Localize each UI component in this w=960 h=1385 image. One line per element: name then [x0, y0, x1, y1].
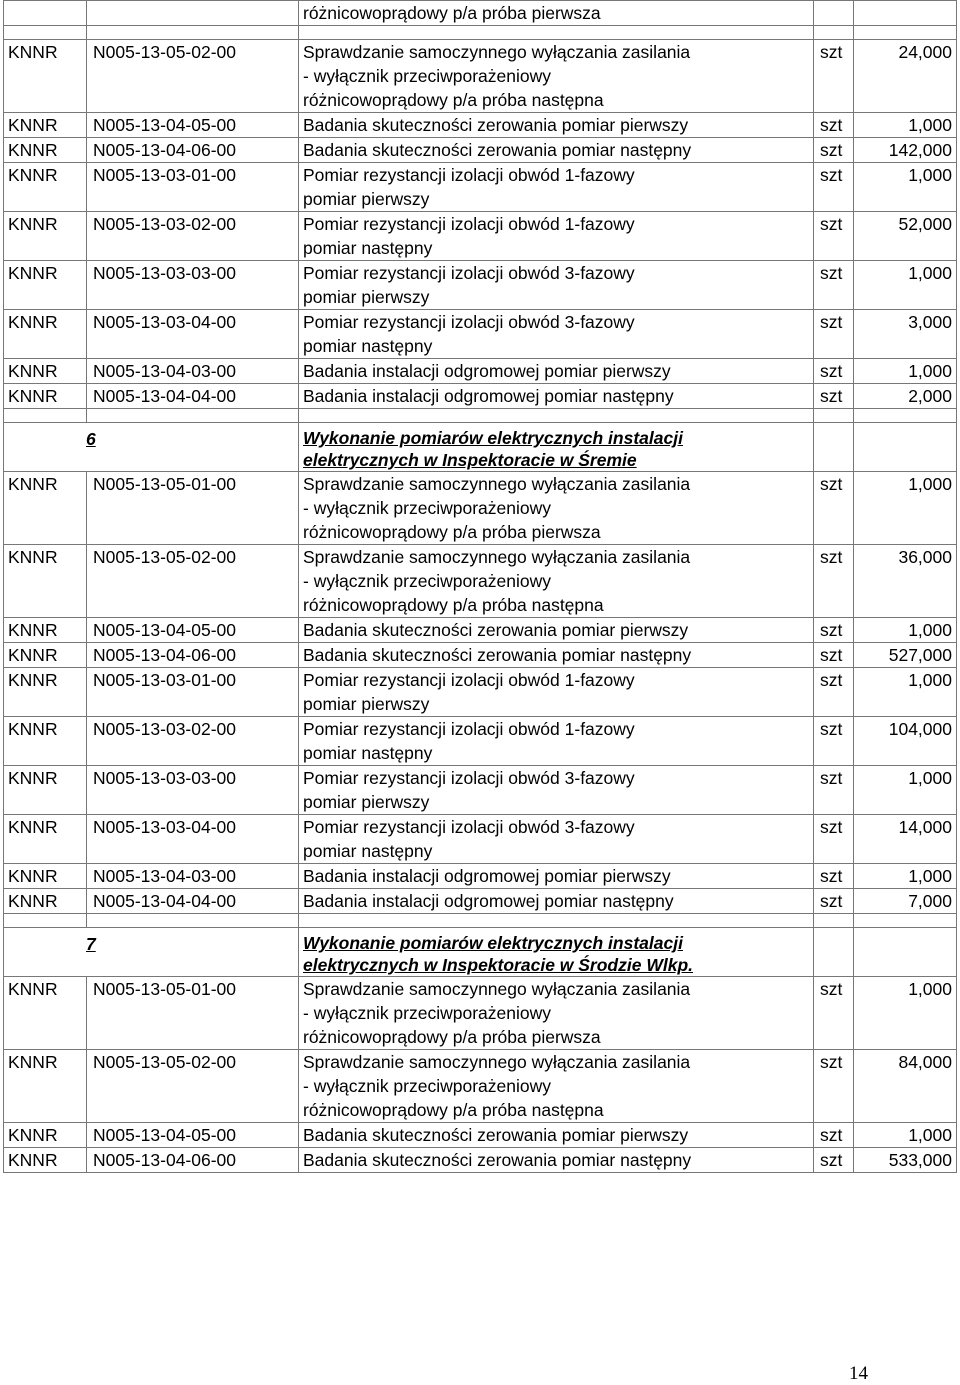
unit-cell: szt — [814, 815, 854, 864]
position-code: N005-13-04-06-00 — [87, 138, 299, 163]
catalog-source: KNNR — [4, 977, 87, 1050]
description-line: Badania instalacji odgromowej pomiar następny — [303, 386, 674, 406]
catalog-source: KNNR — [4, 261, 87, 310]
catalog-source: KNNR — [4, 40, 87, 113]
catalog-source: KNNR — [4, 864, 87, 889]
description-line: Sprawdzanie samoczynnego wyłączania zasilania — [303, 42, 691, 62]
description-cell — [299, 212, 814, 261]
position-code: N005-13-05-02-00 — [87, 1050, 299, 1123]
position-code: N005-13-05-02-00 — [87, 40, 299, 113]
description-line: Wykonanie pomiarów elektrycznych instalacji — [303, 933, 683, 953]
empty-cell — [814, 423, 854, 472]
quantity-cell: 1,000 — [854, 163, 957, 212]
description-line: Badania skuteczności zerowania pomiar następny — [303, 645, 692, 665]
description-line: Pomiar rezystancji izolacji obwód 1-fazowy — [303, 214, 635, 234]
table-row — [4, 212, 957, 261]
table-row — [4, 310, 957, 359]
description-line: Badania skuteczności zerowania pomiar pierwszy — [303, 1125, 689, 1145]
catalog-source: KNNR — [4, 815, 87, 864]
page-number: 14 — [849, 1363, 868, 1384]
catalog-source: KNNR — [4, 1123, 87, 1148]
quantity-cell: 1,000 — [854, 1123, 957, 1148]
section-header-row — [4, 423, 957, 472]
description-line: Pomiar rezystancji izolacji obwód 3-fazowy — [303, 263, 635, 283]
description-line: pomiar pierwszy — [303, 792, 430, 812]
empty-cell — [4, 26, 87, 40]
empty-cell — [87, 914, 299, 928]
unit-cell: szt — [814, 163, 854, 212]
position-code: N005-13-03-03-00 — [87, 261, 299, 310]
table-row — [4, 138, 957, 163]
quantity-cell: 36,000 — [854, 545, 957, 618]
position-code: N005-13-04-05-00 — [87, 1123, 299, 1148]
position-code: N005-13-05-01-00 — [87, 472, 299, 545]
description-line: pomiar następny — [303, 743, 433, 763]
catalog-source: KNNR — [4, 1050, 87, 1123]
description-line: Wykonanie pomiarów elektrycznych instalacji — [303, 428, 683, 448]
unit-cell: szt — [814, 717, 854, 766]
table-row — [4, 977, 957, 1050]
description-line: Sprawdzanie samoczynnego wyłączania zasilania — [303, 474, 691, 494]
description-line: pomiar pierwszy — [303, 694, 430, 714]
empty-cell — [854, 26, 957, 40]
description-cell — [299, 1148, 814, 1173]
description-line: Pomiar rezystancji izolacji obwód 1-fazowy — [303, 670, 635, 690]
description-line: pomiar pierwszy — [303, 189, 430, 209]
empty-cell — [4, 1, 87, 26]
quantity-cell: 1,000 — [854, 864, 957, 889]
catalog-source: KNNR — [4, 138, 87, 163]
quantity-cell: 1,000 — [854, 113, 957, 138]
unit-cell: szt — [814, 889, 854, 914]
description-line: Badania instalacji odgromowej pomiar następny — [303, 891, 674, 911]
table-row — [4, 472, 957, 545]
section-number: 7 — [4, 928, 299, 977]
description-line: różnicowoprądowy p/a próba następna — [303, 90, 604, 110]
quantity-cell: 1,000 — [854, 977, 957, 1050]
description-line: różnicowoprądowy p/a próba następna — [303, 1100, 604, 1120]
quantity-cell: 527,000 — [854, 643, 957, 668]
catalog-source: KNNR — [4, 618, 87, 643]
quantity-cell: 1,000 — [854, 261, 957, 310]
table-row — [4, 618, 957, 643]
quantity-cell: 533,000 — [854, 1148, 957, 1173]
description-line: - wyłącznik przeciwporażeniowy — [303, 66, 551, 86]
description-line: Pomiar rezystancji izolacji obwód 1-fazowy — [303, 719, 635, 739]
description-cell — [299, 889, 814, 914]
catalog-source: KNNR — [4, 668, 87, 717]
description-line: Badania instalacji odgromowej pomiar pierwszy — [303, 866, 671, 886]
catalog-source: KNNR — [4, 113, 87, 138]
description-cell — [299, 717, 814, 766]
continuation-row — [4, 1, 957, 26]
quantity-cell: 24,000 — [854, 40, 957, 113]
description-line: Badania skuteczności zerowania pomiar pierwszy — [303, 620, 689, 640]
position-code: N005-13-03-04-00 — [87, 310, 299, 359]
quantity-cell: 1,000 — [854, 766, 957, 815]
catalog-source: KNNR — [4, 310, 87, 359]
description-line: Sprawdzanie samoczynnego wyłączania zasilania — [303, 547, 691, 567]
empty-cell — [854, 1, 957, 26]
empty-cell — [4, 914, 87, 928]
description-cell — [299, 618, 814, 643]
empty-cell — [854, 928, 957, 977]
quantity-cell: 7,000 — [854, 889, 957, 914]
table-row — [4, 113, 957, 138]
description-line: Sprawdzanie samoczynnego wyłączania zasilania — [303, 979, 691, 999]
empty-cell — [814, 1, 854, 26]
catalog-source: KNNR — [4, 717, 87, 766]
table-row — [4, 545, 957, 618]
cost-estimate-table — [3, 0, 957, 1173]
quantity-cell: 1,000 — [854, 668, 957, 717]
position-code: N005-13-03-02-00 — [87, 212, 299, 261]
unit-cell: szt — [814, 212, 854, 261]
empty-cell — [854, 914, 957, 928]
unit-cell: szt — [814, 618, 854, 643]
description-cell — [299, 1050, 814, 1123]
unit-cell: szt — [814, 359, 854, 384]
catalog-source: KNNR — [4, 472, 87, 545]
position-code: N005-13-03-01-00 — [87, 668, 299, 717]
table-row — [4, 1123, 957, 1148]
position-code: N005-13-04-04-00 — [87, 889, 299, 914]
position-code: N005-13-03-01-00 — [87, 163, 299, 212]
catalog-source: KNNR — [4, 163, 87, 212]
table-row — [4, 668, 957, 717]
description-line: różnicowoprądowy p/a próba pierwsza — [303, 522, 601, 542]
catalog-source: KNNR — [4, 889, 87, 914]
unit-cell: szt — [814, 766, 854, 815]
table-row — [4, 1148, 957, 1173]
description-cell — [299, 815, 814, 864]
empty-cell — [87, 26, 299, 40]
quantity-cell: 1,000 — [854, 472, 957, 545]
position-code: N005-13-04-05-00 — [87, 113, 299, 138]
empty-cell — [4, 409, 87, 423]
description-cell — [299, 668, 814, 717]
cost-estimate-body — [4, 1, 957, 1173]
description-line: Badania skuteczności zerowania pomiar pierwszy — [303, 115, 689, 135]
description-cell — [299, 163, 814, 212]
description-cell — [299, 113, 814, 138]
table-row — [4, 643, 957, 668]
unit-cell: szt — [814, 545, 854, 618]
quantity-cell: 142,000 — [854, 138, 957, 163]
empty-cell — [854, 423, 957, 472]
unit-cell: szt — [814, 864, 854, 889]
description-cell — [299, 138, 814, 163]
table-row — [4, 1050, 957, 1123]
unit-cell: szt — [814, 977, 854, 1050]
description-line: - wyłącznik przeciwporażeniowy — [303, 1003, 551, 1023]
position-code: N005-13-03-04-00 — [87, 815, 299, 864]
empty-cell — [299, 914, 814, 928]
description-cell — [299, 864, 814, 889]
unit-cell: szt — [814, 643, 854, 668]
description-line: różnicowoprądowy p/a próba następna — [303, 595, 604, 615]
description-cell — [299, 977, 814, 1050]
description-cell — [299, 643, 814, 668]
catalog-source: KNNR — [4, 212, 87, 261]
table-row — [4, 359, 957, 384]
table-row — [4, 384, 957, 409]
quantity-cell: 52,000 — [854, 212, 957, 261]
description-cell — [299, 40, 814, 113]
empty-cell — [854, 409, 957, 423]
position-code: N005-13-05-02-00 — [87, 545, 299, 618]
spacer-row — [4, 409, 957, 423]
empty-cell — [814, 914, 854, 928]
catalog-source: KNNR — [4, 545, 87, 618]
unit-cell: szt — [814, 668, 854, 717]
quantity-cell: 1,000 — [854, 359, 957, 384]
empty-cell — [87, 1, 299, 26]
unit-cell: szt — [814, 261, 854, 310]
quantity-cell: 84,000 — [854, 1050, 957, 1123]
quantity-cell: 14,000 — [854, 815, 957, 864]
unit-cell: szt — [814, 1050, 854, 1123]
description-line: Badania skuteczności zerowania pomiar następny — [303, 140, 692, 160]
description-line: Pomiar rezystancji izolacji obwód 1-fazowy — [303, 165, 635, 185]
empty-cell — [299, 409, 814, 423]
table-row — [4, 766, 957, 815]
position-code: N005-13-04-06-00 — [87, 1148, 299, 1173]
table-row — [4, 163, 957, 212]
description-cell — [299, 766, 814, 815]
unit-cell: szt — [814, 1123, 854, 1148]
catalog-source: KNNR — [4, 643, 87, 668]
quantity-cell: 2,000 — [854, 384, 957, 409]
empty-cell — [814, 409, 854, 423]
table-row — [4, 717, 957, 766]
description-line: pomiar następny — [303, 238, 433, 258]
description-line: pomiar pierwszy — [303, 287, 430, 307]
position-code: N005-13-04-06-00 — [87, 643, 299, 668]
unit-cell: szt — [814, 1148, 854, 1173]
description-line: pomiar następny — [303, 336, 433, 356]
spacer-row — [4, 914, 957, 928]
catalog-source: KNNR — [4, 384, 87, 409]
description-line: Badania instalacji odgromowej pomiar pierwszy — [303, 361, 671, 381]
description-cell — [299, 1123, 814, 1148]
description-cell — [299, 1, 814, 26]
description-cell — [299, 310, 814, 359]
description-cell — [299, 545, 814, 618]
quantity-cell: 3,000 — [854, 310, 957, 359]
description-cell — [299, 472, 814, 545]
description-cell — [299, 261, 814, 310]
description-line: - wyłącznik przeciwporażeniowy — [303, 498, 551, 518]
description-cell — [299, 384, 814, 409]
description-line: różnicowoprądowy p/a próba pierwsza — [303, 3, 601, 23]
unit-cell: szt — [814, 113, 854, 138]
description-line: elektrycznych w Inspektoracie w Środzie Wlkp. — [303, 955, 693, 975]
table-row — [4, 864, 957, 889]
description-line: pomiar następny — [303, 841, 433, 861]
description-line: Badania skuteczności zerowania pomiar następny — [303, 1150, 692, 1170]
position-code: N005-13-05-01-00 — [87, 977, 299, 1050]
position-code: N005-13-04-04-00 — [87, 384, 299, 409]
position-code: N005-13-04-03-00 — [87, 359, 299, 384]
table-row — [4, 889, 957, 914]
table-row — [4, 40, 957, 113]
position-code: N005-13-03-03-00 — [87, 766, 299, 815]
unit-cell: szt — [814, 138, 854, 163]
empty-cell — [299, 26, 814, 40]
position-code: N005-13-03-02-00 — [87, 717, 299, 766]
catalog-source: KNNR — [4, 1148, 87, 1173]
quantity-cell: 1,000 — [854, 618, 957, 643]
description-line: Pomiar rezystancji izolacji obwód 3-fazowy — [303, 312, 635, 332]
empty-cell — [814, 26, 854, 40]
empty-cell — [814, 928, 854, 977]
catalog-source: KNNR — [4, 359, 87, 384]
quantity-cell: 104,000 — [854, 717, 957, 766]
description-cell — [299, 359, 814, 384]
section-number: 6 — [4, 423, 299, 472]
table-row — [4, 261, 957, 310]
description-line: Sprawdzanie samoczynnego wyłączania zasilania — [303, 1052, 691, 1072]
description-line: - wyłącznik przeciwporażeniowy — [303, 1076, 551, 1096]
empty-cell — [87, 409, 299, 423]
unit-cell: szt — [814, 40, 854, 113]
spacer-row — [4, 26, 957, 40]
position-code: N005-13-04-03-00 — [87, 864, 299, 889]
description-line: różnicowoprądowy p/a próba pierwsza — [303, 1027, 601, 1047]
description-line: elektrycznych w Inspektoracie w Śremie — [303, 450, 637, 470]
unit-cell: szt — [814, 472, 854, 545]
position-code: N005-13-04-05-00 — [87, 618, 299, 643]
section-header-row — [4, 928, 957, 977]
description-line: - wyłącznik przeciwporażeniowy — [303, 571, 551, 591]
description-line: Pomiar rezystancji izolacji obwód 3-fazowy — [303, 817, 635, 837]
description-cell — [299, 928, 814, 977]
table-row — [4, 815, 957, 864]
unit-cell: szt — [814, 310, 854, 359]
catalog-source: KNNR — [4, 766, 87, 815]
description-cell — [299, 423, 814, 472]
description-line: Pomiar rezystancji izolacji obwód 3-fazowy — [303, 768, 635, 788]
unit-cell: szt — [814, 384, 854, 409]
